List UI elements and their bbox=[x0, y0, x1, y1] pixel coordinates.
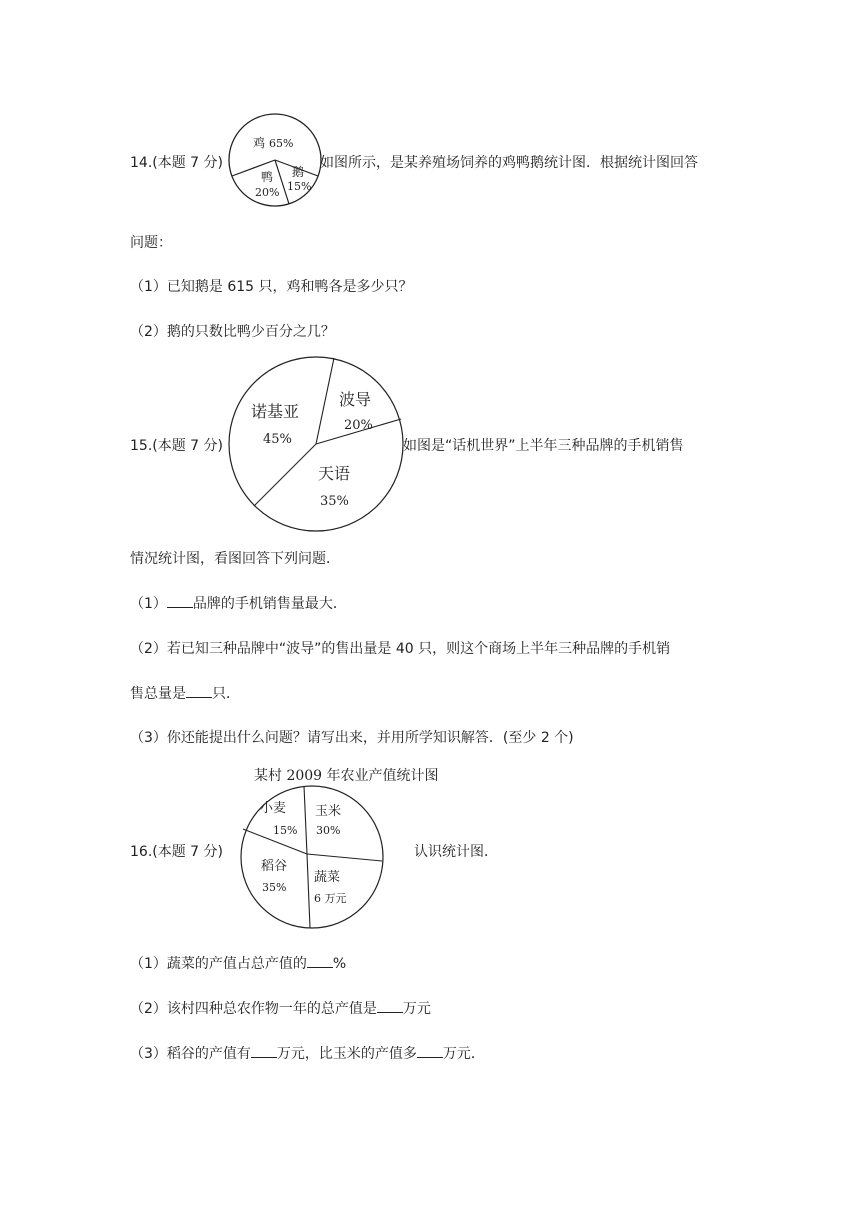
answer-blank[interactable] bbox=[307, 953, 333, 968]
q14-pie-chart bbox=[227, 112, 323, 208]
q14-stem: 如图所示，是某养殖场饲养的鸡鸭鹅统计图．根据统计图回答 bbox=[320, 155, 698, 171]
q16-part-2 bbox=[130, 998, 431, 1018]
q16-pct-corn: 30% bbox=[316, 824, 341, 837]
q14-pct-duck: 20% bbox=[255, 186, 280, 199]
q16-part-1-text: （1）蔬菜的产值占总产值的 bbox=[130, 956, 307, 972]
q16-pct-veg: 6 万元 bbox=[314, 892, 347, 905]
q15-pct-tianyu: 35% bbox=[320, 494, 349, 509]
answer-blank[interactable] bbox=[251, 1043, 277, 1058]
q16-pct-wheat: 15% bbox=[273, 824, 298, 837]
q16-part-3-mid: 万元，比玉米的产值多 bbox=[276, 1046, 417, 1062]
q15-part-2: （2）若已知三种品牌中“波导”的售出量是 40 只，则这个商场上半年三种品牌的手机销 bbox=[130, 641, 671, 657]
answer-blank[interactable] bbox=[377, 998, 403, 1013]
q16-label-corn: 玉米 bbox=[315, 804, 342, 819]
answer-blank[interactable] bbox=[167, 593, 193, 608]
q14-stem-cont: 问题： bbox=[130, 235, 172, 251]
q15-part-2-cont bbox=[130, 683, 240, 703]
q15-part-1-prefix: （1） bbox=[130, 596, 167, 612]
q15-label-tianyu: 天语 bbox=[318, 464, 351, 483]
q15-part-1 bbox=[130, 593, 347, 613]
q16-part-2-unit: 万元 bbox=[402, 1001, 431, 1017]
q16-label-wheat: 小麦 bbox=[260, 801, 287, 816]
q16-chart-title: 某村 2009 年农业产值统计图 bbox=[254, 768, 439, 784]
q15-stem: 如图是“话机世界”上半年三种品牌的手机销售 bbox=[403, 438, 684, 454]
q15-part-2-unit: 只． bbox=[212, 686, 240, 702]
q15-part-1-text: 品牌的手机销售量最大． bbox=[192, 596, 347, 612]
q16-part-3 bbox=[130, 1043, 485, 1063]
q16-part-3-unit: 万元． bbox=[442, 1046, 485, 1062]
q15-label-bird: 波导 bbox=[339, 390, 372, 409]
q16-label-rice: 稻谷 bbox=[261, 859, 288, 874]
answer-blank[interactable] bbox=[417, 1043, 443, 1058]
q16-label-veg: 蔬菜 bbox=[314, 870, 341, 885]
q16-part-1 bbox=[130, 953, 346, 973]
q16-stem: 认识统计图． bbox=[414, 844, 498, 860]
q16-pie-chart bbox=[240, 785, 384, 929]
q16-heading: 16.(本题 7 分) bbox=[130, 844, 223, 860]
q16-pct-rice: 35% bbox=[262, 881, 287, 894]
q15-heading: 15.(本题 7 分) bbox=[130, 438, 223, 454]
q14-label-chicken: 鸡 bbox=[253, 136, 266, 150]
q15-stem-cont: 情况统计图，看图回答下列问题． bbox=[130, 551, 340, 567]
q16-part-3-text: （3）稻谷的产值有 bbox=[130, 1046, 251, 1062]
q15-part-2-text: 售总量是 bbox=[130, 686, 186, 702]
q14-pct-goose: 15% bbox=[287, 180, 312, 193]
q15-label-nokia: 诺基亚 bbox=[251, 402, 300, 421]
q16-part-2-text: （2）该村四种总农作物一年的总产值是 bbox=[130, 1001, 377, 1017]
q14-pct-chicken: 65% bbox=[269, 137, 294, 150]
q14-label-duck: 鸭 bbox=[261, 170, 274, 184]
q14-part-2: （2）鹅的只数比鸭少百分之几？ bbox=[130, 324, 335, 340]
q15-pct-nokia: 45% bbox=[263, 432, 292, 447]
q14-part-1: （1）已知鹅是 615 只，鸡和鸭各是多少只？ bbox=[130, 279, 413, 295]
q16-part-1-unit: % bbox=[332, 956, 347, 972]
q14-label-goose: 鹅 bbox=[292, 165, 305, 179]
q15-pct-bird: 20% bbox=[344, 418, 373, 433]
answer-blank[interactable] bbox=[186, 683, 212, 698]
q15-pie-chart bbox=[227, 355, 405, 533]
q14-heading: 14.(本题 7 分) bbox=[130, 155, 223, 171]
q15-part-3: （3）你还能提出什么问题？请写出来，并用所学知识解答．(至少 2 个) bbox=[130, 730, 574, 746]
